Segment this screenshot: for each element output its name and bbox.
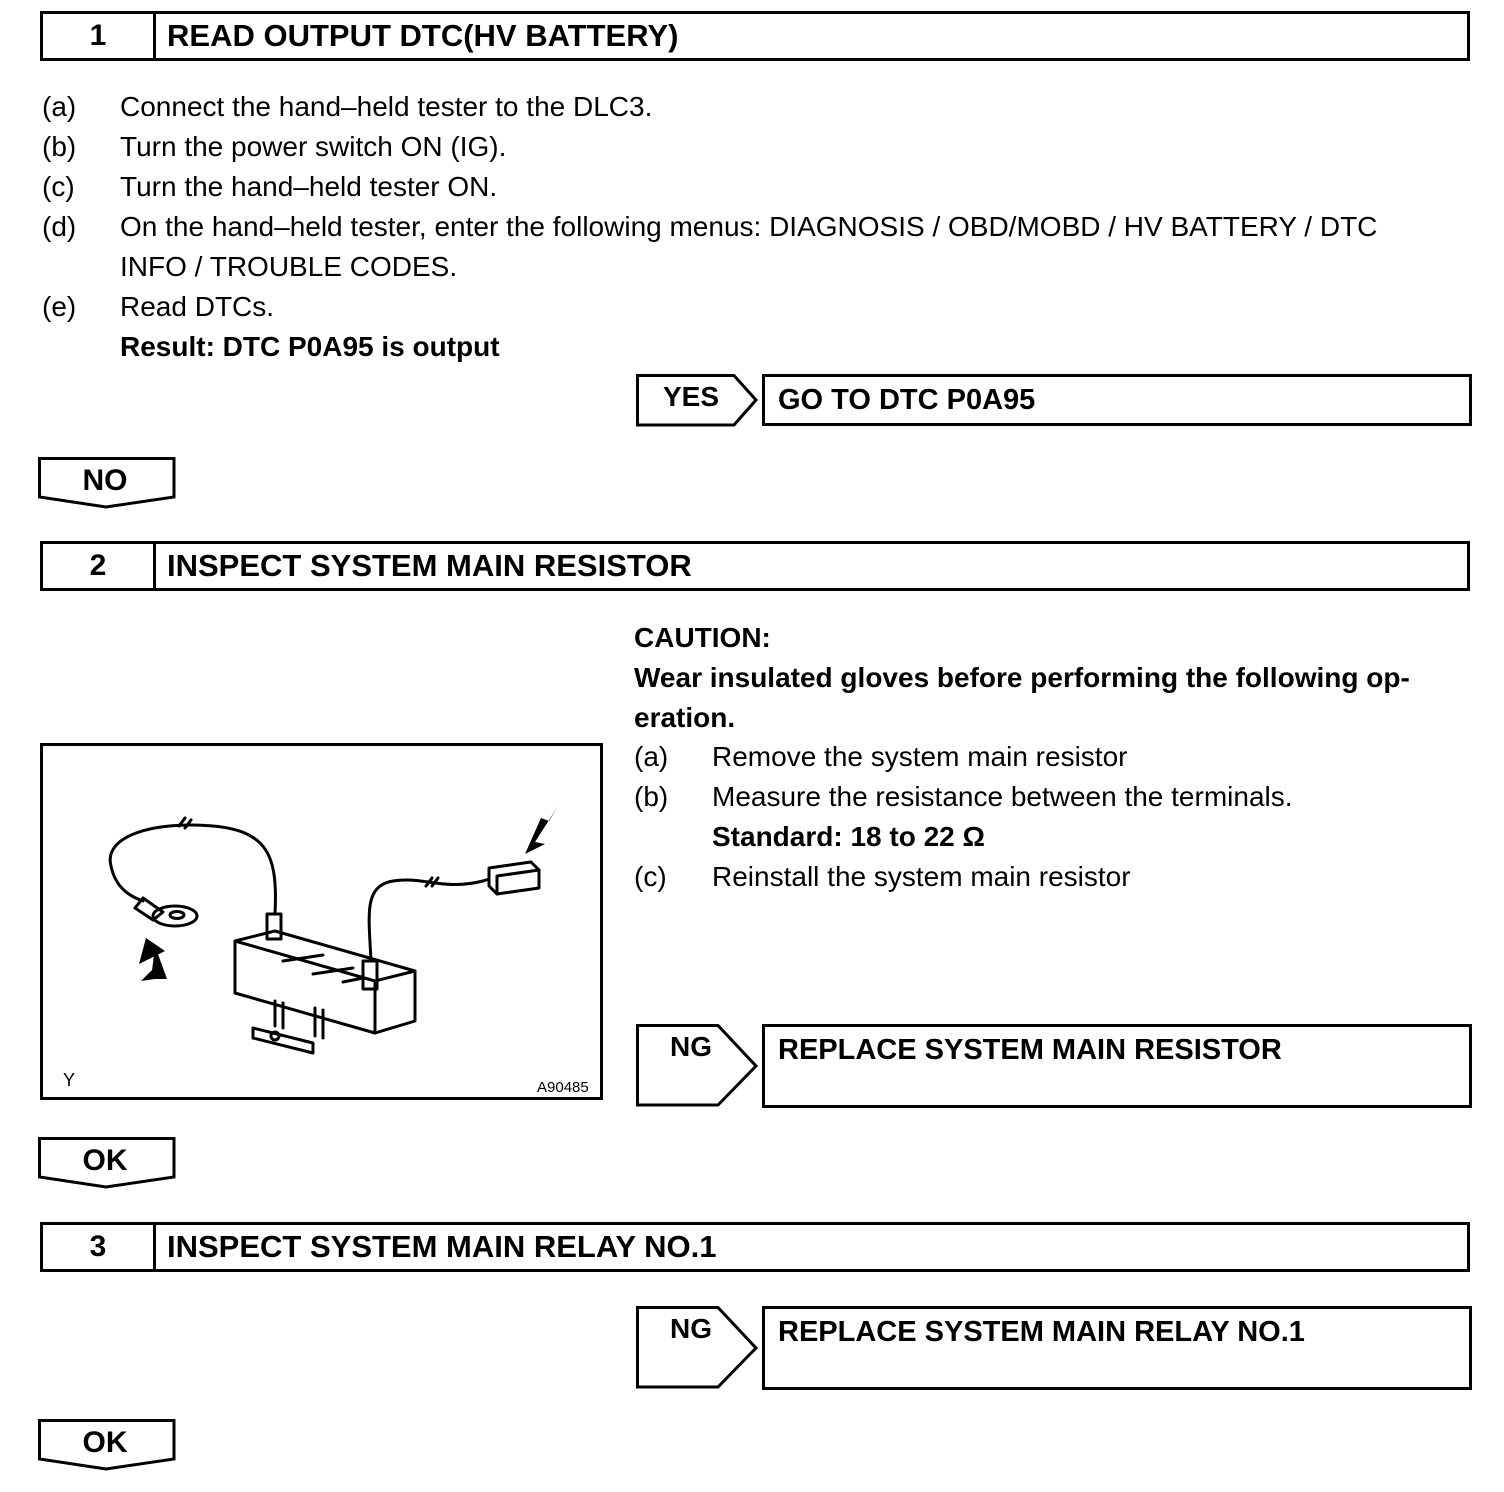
branch-action-box bbox=[762, 1024, 1472, 1108]
item-label: (c) bbox=[634, 861, 667, 892]
step-number: 3 bbox=[43, 1225, 156, 1269]
item-label: (b) bbox=[42, 131, 77, 162]
step-title: READ OUTPUT DTC(HV BATTERY) bbox=[167, 18, 679, 53]
item-text: Remove the system main resistor bbox=[712, 741, 1128, 772]
step-1-header bbox=[40, 11, 1470, 61]
branch-action-box bbox=[762, 1306, 1472, 1390]
result-text: Result: DTC P0A95 is output bbox=[120, 331, 500, 362]
branch-action-text: REPLACE SYSTEM MAIN RELAY NO.1 bbox=[778, 1316, 1305, 1348]
step-number: 1 bbox=[43, 14, 156, 58]
branch-label: YES bbox=[662, 381, 720, 412]
item-text: Turn the power switch ON (IG). bbox=[120, 131, 507, 162]
branch-action-text: GO TO DTC P0A95 bbox=[778, 384, 1036, 416]
instruction-item-continuation: INFO / TROUBLE CODES. bbox=[120, 251, 458, 282]
resistor-figure bbox=[40, 743, 603, 1100]
step-title: INSPECT SYSTEM MAIN RELAY NO.1 bbox=[167, 1229, 717, 1264]
caution-heading: CAUTION: bbox=[634, 622, 771, 653]
step-2-header bbox=[40, 541, 1470, 591]
resistor-illustration bbox=[43, 746, 600, 1097]
item-label: (e) bbox=[42, 291, 77, 322]
standard-value: Standard: 18 to 22 Ω bbox=[712, 821, 985, 852]
item-text: On the hand–held tester, enter the following menus: DIAGNOSIS / OBD/MOBD / HV BATTERY / DTC bbox=[120, 211, 1378, 242]
item-text: Turn the hand–held tester ON. bbox=[120, 171, 498, 202]
branch-label: NG bbox=[670, 1313, 712, 1344]
step-number: 2 bbox=[43, 544, 156, 588]
continue-label: NO bbox=[82, 464, 128, 497]
item-label: (c) bbox=[42, 171, 75, 202]
item-label: (a) bbox=[42, 91, 77, 122]
item-text: Reinstall the system main resistor bbox=[712, 861, 1131, 892]
item-label: (d) bbox=[42, 211, 77, 242]
branch-label: NG bbox=[670, 1031, 712, 1062]
continue-label: OK bbox=[82, 1426, 128, 1459]
step-title: INSPECT SYSTEM MAIN RESISTOR bbox=[167, 548, 692, 583]
item-text: Read DTCs. bbox=[120, 291, 275, 322]
item-label: (b) bbox=[634, 781, 669, 812]
step-3-header bbox=[40, 1222, 1470, 1272]
item-text: Measure the resistance between the terminals. bbox=[712, 781, 1293, 812]
branch-action-text: REPLACE SYSTEM MAIN RESISTOR bbox=[778, 1034, 1282, 1066]
caution-text-continuation: eration. bbox=[634, 702, 736, 733]
caution-text: Wear insulated gloves before performing the following op- bbox=[634, 662, 1410, 693]
figure-id: A90485 bbox=[537, 1079, 589, 1096]
continue-label: OK bbox=[82, 1144, 128, 1177]
figure-corner-label: Y bbox=[63, 1070, 76, 1090]
branch-action-box bbox=[762, 374, 1472, 426]
item-text: Connect the hand–held tester to the DLC3. bbox=[120, 91, 653, 122]
item-label: (a) bbox=[634, 741, 669, 772]
